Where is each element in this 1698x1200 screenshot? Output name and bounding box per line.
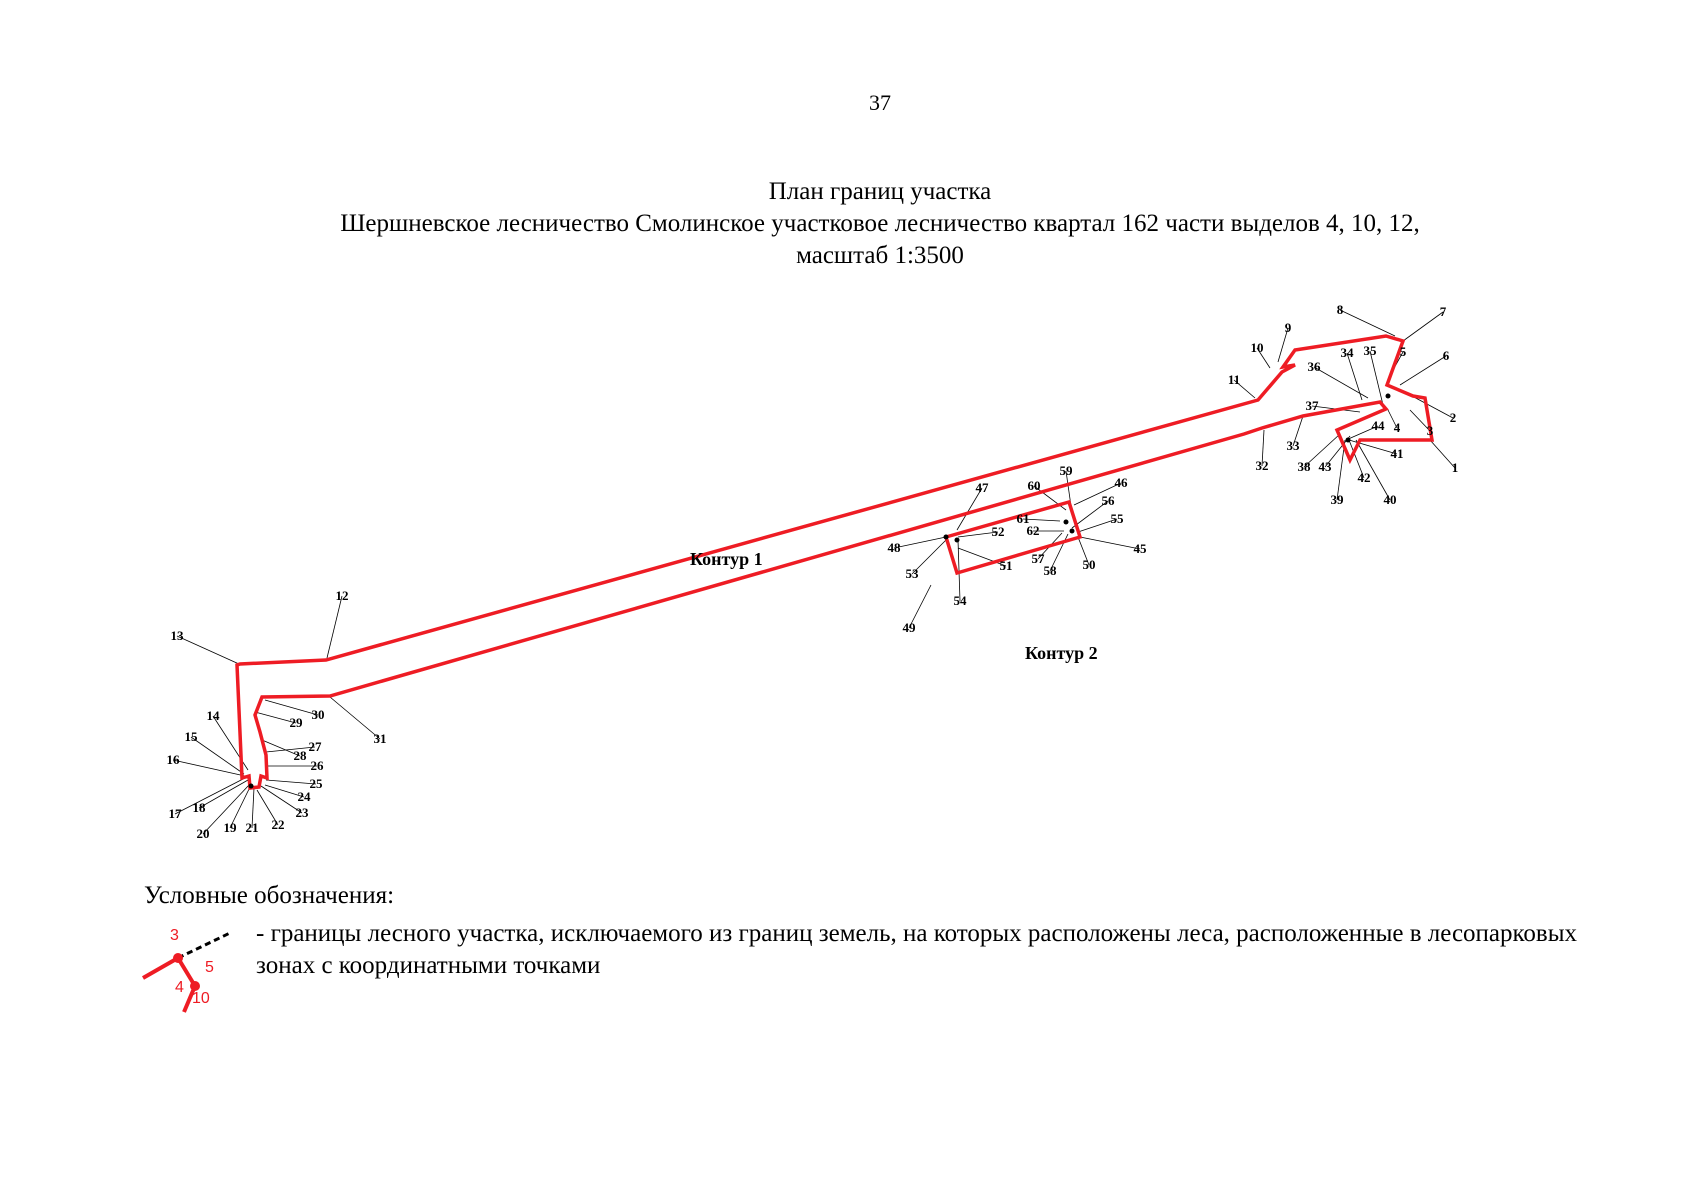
point-label-49: 49 — [902, 620, 916, 635]
point-label-58: 58 — [1043, 563, 1057, 578]
point-label-44: 44 — [1371, 418, 1385, 433]
page-number: 37 — [869, 90, 891, 115]
point-label-46: 46 — [1114, 475, 1128, 490]
point-label-52: 52 — [991, 524, 1005, 539]
leader-line-31 — [330, 697, 380, 739]
legend-point-4: 4 — [175, 979, 184, 996]
plan-subtitle: Шершневское лесничество Смолинское участковое лесничество квартал 162 части выделов 4, 10, 12, — [340, 210, 1420, 237]
point-label-5: 5 — [1399, 344, 1407, 359]
point-marker — [955, 538, 960, 543]
point-label-54: 54 — [953, 593, 967, 608]
point-label-14: 14 — [206, 708, 220, 723]
point-label-8: 8 — [1336, 302, 1344, 317]
point-label-42: 42 — [1357, 470, 1371, 485]
leader-line-8 — [1340, 310, 1395, 336]
point-label-17: 17 — [168, 806, 182, 821]
plan-title: План границ участка — [768, 178, 992, 205]
legend-point-5: 5 — [205, 959, 214, 976]
point-label-41: 41 — [1390, 446, 1404, 461]
leader-line-15 — [191, 737, 244, 774]
point-label-22: 22 — [271, 817, 285, 832]
point-label-12: 12 — [335, 588, 349, 603]
point-label-28: 28 — [293, 748, 307, 763]
leader-line-36 — [1314, 367, 1368, 398]
point-label-20: 20 — [196, 826, 210, 841]
point-label-3: 3 — [1426, 423, 1434, 438]
point-label-50: 50 — [1082, 557, 1096, 572]
point-label-25: 25 — [309, 776, 323, 791]
leader-line-16 — [173, 760, 245, 776]
point-label-33: 33 — [1286, 438, 1300, 453]
point-marker — [249, 784, 254, 789]
point-label-38: 38 — [1297, 459, 1311, 474]
leader-line-13 — [177, 636, 239, 664]
point-label-29: 29 — [289, 715, 303, 730]
contour-1-boundary — [237, 336, 1432, 788]
point-label-13: 13 — [170, 628, 184, 643]
point-label-11: 11 — [1227, 372, 1241, 387]
leader-line-7 — [1403, 312, 1443, 341]
point-label-1: 1 — [1451, 460, 1459, 475]
point-label-61: 61 — [1016, 511, 1030, 526]
point-label-40: 40 — [1383, 492, 1397, 507]
point-label-6: 6 — [1442, 348, 1450, 363]
leader-line-6 — [1400, 356, 1446, 385]
leader-line-45 — [1080, 537, 1140, 549]
point-label-35: 35 — [1363, 343, 1377, 358]
legend-heading: Условные обозначения: — [144, 882, 395, 909]
point-label-21: 21 — [245, 820, 259, 835]
plan-scale: масштаб 1:3500 — [796, 242, 964, 269]
point-label-24: 24 — [297, 789, 311, 804]
point-label-48: 48 — [887, 540, 901, 555]
legend-description: - границы лесного участка, исключаемого из границ земель, на которых расположены леса, расположенные в лесопарковых зонах с координатными точками — [256, 920, 1578, 979]
point-label-34: 34 — [1340, 345, 1354, 360]
point-label-57: 57 — [1031, 551, 1045, 566]
boundary-line-legend-icon — [140, 920, 230, 1015]
point-label-60: 60 — [1027, 478, 1041, 493]
point-label-23: 23 — [295, 805, 309, 820]
point-label-32: 32 — [1255, 458, 1269, 473]
contour-1-label: Контур 1 — [690, 549, 763, 569]
point-label-4: 4 — [1393, 420, 1401, 435]
leader-line-2 — [1412, 396, 1453, 418]
leader-line-17 — [175, 778, 245, 814]
contour-2-label: Контур 2 — [1025, 643, 1098, 663]
point-label-10: 10 — [1250, 340, 1264, 355]
leader-line-30 — [265, 700, 318, 715]
point-marker — [1346, 438, 1351, 443]
point-label-43: 43 — [1318, 459, 1332, 474]
leader-line-35 — [1370, 351, 1383, 405]
point-label-31: 31 — [373, 731, 387, 746]
point-label-30: 30 — [311, 707, 325, 722]
leader-line-48 — [894, 537, 946, 548]
point-label-39: 39 — [1330, 492, 1344, 507]
point-label-18: 18 — [192, 800, 206, 815]
point-label-55: 55 — [1110, 511, 1124, 526]
point-label-45: 45 — [1133, 541, 1147, 556]
point-label-15: 15 — [184, 729, 198, 744]
point-label-27: 27 — [308, 739, 322, 754]
point-label-7: 7 — [1439, 304, 1447, 319]
leader-line-12 — [327, 596, 342, 658]
point-label-9: 9 — [1284, 320, 1292, 335]
legend-point-3: 3 — [170, 927, 179, 944]
point-label-47: 47 — [975, 480, 989, 495]
point-label-19: 19 — [223, 820, 237, 835]
point-marker — [1070, 529, 1075, 534]
point-label-59: 59 — [1059, 463, 1073, 478]
point-label-56: 56 — [1101, 493, 1115, 508]
leader-line-25 — [266, 780, 316, 784]
point-label-36: 36 — [1307, 359, 1321, 374]
point-label-37: 37 — [1305, 398, 1319, 413]
point-label-26: 26 — [310, 758, 324, 773]
point-marker — [944, 535, 949, 540]
legend-point-10: 10 — [192, 990, 210, 1007]
point-label-53: 53 — [905, 566, 919, 581]
point-marker — [1386, 394, 1391, 399]
point-label-16: 16 — [166, 752, 180, 767]
point-label-62: 62 — [1026, 523, 1040, 538]
point-label-51: 51 — [999, 558, 1013, 573]
point-marker — [1064, 520, 1069, 525]
point-label-2: 2 — [1449, 410, 1457, 425]
